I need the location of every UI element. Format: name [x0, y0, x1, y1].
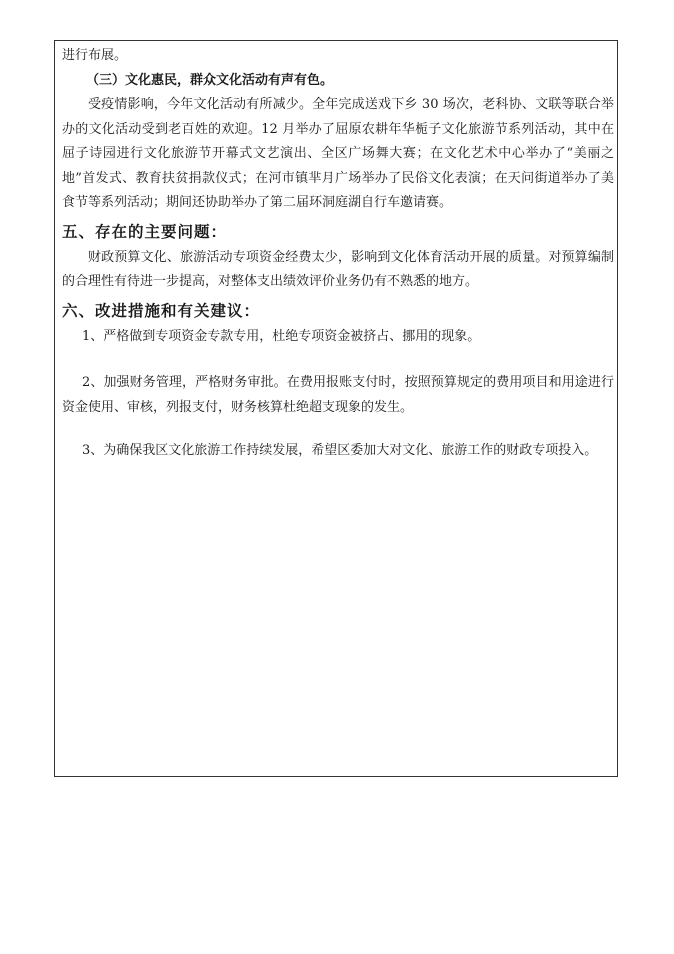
continuation-text: 进行布展。 — [62, 48, 128, 63]
section-3-heading: （三）文化惠民，群众文化活动有声有色。 — [86, 72, 334, 88]
section-3-body: 受疫情影响，今年文化活动有所减少。全年完成送戏下乡 30 场次，老科协、文联等联合举办的文化活动受到老百姓的欢迎。12 月举办了屈原农耕年华栀子文化旅游节系列活动，其中在屈子诗园进行文化旅游节开幕式文艺演出、全区广场舞大赛；在文化艺术中心举办了“美丽之地”首发式、教育扶贫捐款仪式；在河市镇芈月广场举办了民俗文化表演；在天问街道举办了美食节等系列活动；期间还协助举办了第二届环洞庭湖自行车邀请赛。 — [62, 97, 614, 210]
suggestion-item-3: 3、为确保我区文化旅游工作持续发展，希望区委加大对文化、旅游工作的财政专项投入。 — [82, 443, 598, 458]
suggestions-heading: 六、改进措施和有关建议： — [62, 301, 261, 320]
suggestion-item-1: 1、严格做到专项资金专款专用，杜绝专项资金被挤占、挪用的现象。 — [82, 328, 481, 344]
suggestion-item-2: 2、加强财务管理，严格财务审批。在费用报账支付时，按照预算规定的费用项目和用途进行资金使用、审核，列报支付，财务核算杜绝超支现象的发生。 — [62, 375, 614, 415]
document-body — [62, 44, 614, 464]
problems-heading: 五、存在的主要问题： — [62, 222, 228, 241]
problems-body: 财政预算文化、旅游活动专项资金经费太少，影响到文化体育活动开展的质量。对预算编制的合理性有待进一步提高，对整体支出绩效评价业务仍有不熟悉的地方。 — [62, 249, 614, 289]
